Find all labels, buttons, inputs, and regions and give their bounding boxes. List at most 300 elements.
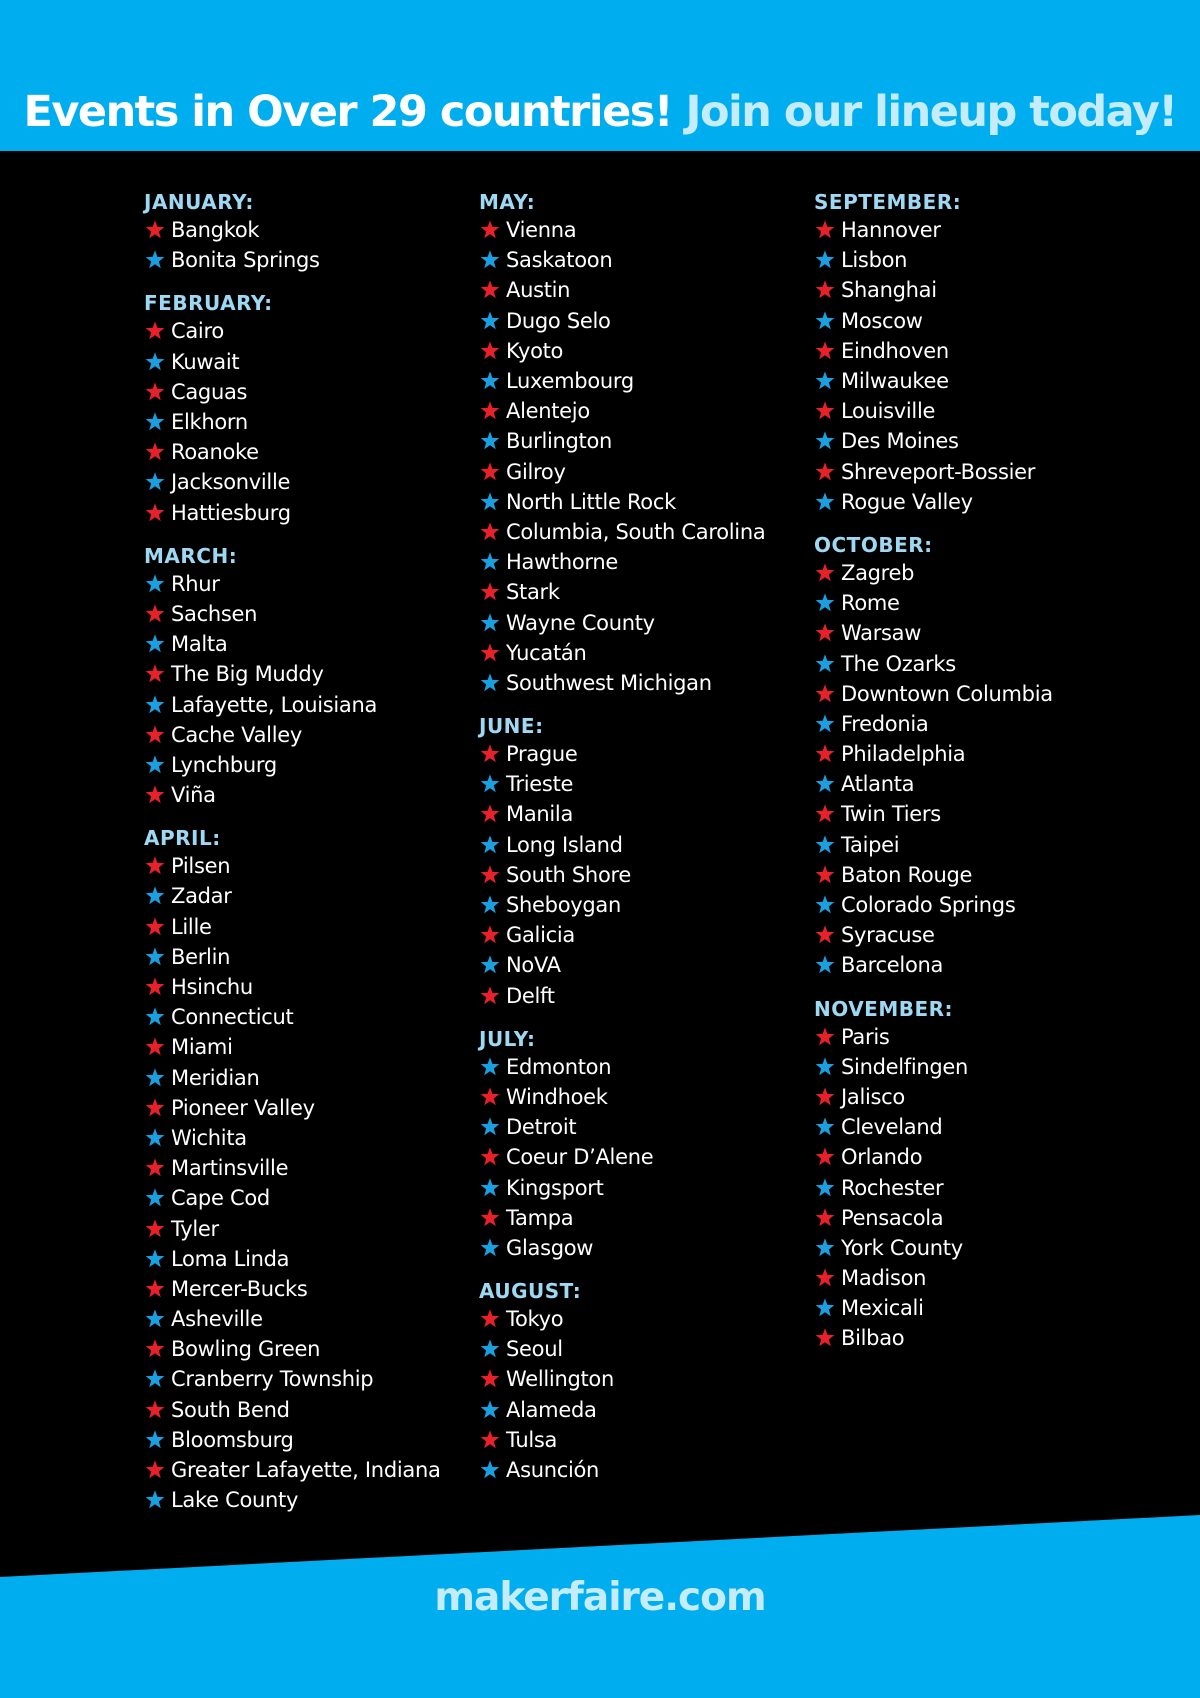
city-name: Atlanta [841,772,915,797]
red-star-icon [144,1097,166,1119]
city-name: York County [841,1235,963,1260]
city-item [814,950,1134,980]
city-name: Asunción [506,1458,600,1483]
city-item [144,912,464,942]
city-name: Berlin [171,944,231,969]
city-name: Edmonton [506,1054,612,1079]
month-label: JULY: [479,1026,536,1051]
city-item [479,739,799,769]
city-name: Galicia [506,923,575,948]
city-item [479,336,799,366]
headline-part3: Join our lineup today! [672,87,1177,137]
city-item [144,347,464,377]
city-name: The Ozarks [841,651,956,676]
red-star-icon [814,622,836,644]
blue-star-icon [479,370,501,392]
city-name: Madison [841,1266,927,1291]
blue-star-icon [479,773,501,795]
city-item [814,890,1134,920]
city-name: Alameda [506,1397,597,1422]
blue-star-icon [479,954,501,976]
red-star-icon [144,1036,166,1058]
red-star-icon [479,400,501,422]
city-item [814,769,1134,799]
city-name: Wayne County [506,610,655,635]
red-star-icon [814,400,836,422]
city-item [479,890,799,920]
city-item [144,1244,464,1274]
blue-star-icon [144,1368,166,1390]
city-name: Coeur D’Alene [506,1145,654,1170]
city-item [814,860,1134,890]
city-name: Loma Linda [171,1246,290,1271]
city-item [814,739,1134,769]
blue-star-icon [144,694,166,716]
city-name: Tyler [171,1216,219,1241]
city-name: Orlando [841,1145,923,1170]
city-item [144,245,464,275]
city-item [479,547,799,577]
city-item [479,1304,799,1334]
month-section [479,713,799,1011]
city-item [814,336,1134,366]
month-label: MAY: [479,190,536,214]
city-name: Shanghai [841,278,937,303]
city-name: NoVA [506,953,561,978]
month-section [814,189,1134,517]
city-name: Downtown Columbia [841,681,1053,706]
red-star-icon [144,855,166,877]
city-item [144,377,464,407]
city-item [479,215,799,245]
red-star-icon [814,743,836,765]
city-name: Wichita [171,1125,247,1150]
city-name: Pioneer Valley [171,1095,315,1120]
city-item [479,1203,799,1233]
blue-star-icon [144,1006,166,1028]
month-section [144,290,464,527]
city-name: Moscow [841,308,923,333]
blue-star-icon [814,1056,836,1078]
blue-star-icon [479,894,501,916]
city-item [479,245,799,275]
city-name: Rhur [171,571,220,596]
blue-star-icon [814,592,836,614]
city-name: Yucatán [506,640,587,665]
red-star-icon [144,916,166,938]
city-name: Twin Tiers [841,802,941,827]
blue-star-icon [814,1177,836,1199]
month-label: FEBRUARY: [144,291,273,316]
red-star-icon [479,743,501,765]
blue-star-icon [144,411,166,433]
city-name: Trieste [506,772,574,797]
red-star-icon [814,1207,836,1229]
city-name: Shreveport-Bossier [841,459,1036,484]
blue-star-icon [479,1056,501,1078]
city-name: Kuwait [171,349,240,374]
headline-bold: 29 countries [369,87,654,137]
month-label: SEPTEMBER: [814,190,962,214]
city-item [479,1082,799,1112]
city-item [479,1233,799,1263]
city-item [814,396,1134,426]
city-item [479,830,799,860]
city-item [479,668,799,698]
city-item [144,720,464,750]
city-name: Sachsen [171,601,258,626]
city-item [144,569,464,599]
blue-star-icon [814,653,836,675]
city-name: Colorado Springs [841,893,1016,918]
red-star-icon [814,924,836,946]
red-star-icon [479,1368,501,1390]
blue-star-icon [479,834,501,856]
blue-star-icon [479,1116,501,1138]
city-item [814,215,1134,245]
city-item [814,426,1134,456]
city-item [814,588,1134,618]
city-name: Sindelfingen [841,1054,969,1079]
city-name: Martinsville [171,1156,289,1181]
city-item [144,1334,464,1364]
city-item [479,396,799,426]
city-name: Jalisco [841,1084,905,1109]
city-name: Kingsport [506,1175,604,1200]
red-star-icon [144,1278,166,1300]
city-name: Bloomsburg [171,1427,294,1452]
city-item [479,306,799,336]
city-item [144,467,464,497]
city-item [144,1274,464,1304]
blue-star-icon [479,1459,501,1481]
month-column-2 [479,189,799,1500]
city-item [479,275,799,305]
red-star-icon [814,803,836,825]
city-item [479,1425,799,1455]
city-name: Elkhorn [171,410,248,435]
month-section [479,1026,799,1263]
city-name: Long Island [506,832,623,857]
city-name: Manila [506,802,574,827]
city-item [144,215,464,245]
city-item [144,972,464,1002]
city-name: Austin [506,278,571,303]
city-name: Meridian [171,1065,260,1090]
blue-star-icon [479,1399,501,1421]
blue-star-icon [479,551,501,573]
city-name: Cache Valley [171,722,303,747]
city-item [814,457,1134,487]
city-name: Sheboygan [506,893,621,918]
city-item [144,1425,464,1455]
city-name: Vienna [506,218,577,243]
city-item [814,306,1134,336]
city-name: Hattiesburg [171,500,291,525]
city-item [479,487,799,517]
headline [0,84,1200,140]
city-name: Pilsen [171,854,231,879]
month-label: APRIL: [144,826,221,851]
red-star-icon [144,1338,166,1360]
red-star-icon [479,1207,501,1229]
city-item [814,558,1134,588]
red-star-icon [144,502,166,524]
red-star-icon [144,1157,166,1179]
city-item [144,629,464,659]
city-name: Mexicali [841,1296,924,1321]
city-name: Seoul [506,1337,563,1362]
city-item [144,659,464,689]
blue-star-icon [479,672,501,694]
city-name: Rogue Valley [841,489,973,514]
blue-star-icon [144,633,166,655]
city-name: Wellington [506,1367,614,1392]
red-star-icon [144,381,166,403]
red-star-icon [479,803,501,825]
city-item [479,517,799,547]
city-item [479,426,799,456]
blue-star-icon [144,754,166,776]
city-item [479,577,799,607]
city-name: Caguas [171,379,248,404]
city-name: Lille [171,914,212,939]
blue-star-icon [814,713,836,735]
city-item [144,851,464,881]
red-star-icon [479,985,501,1007]
city-item [144,1183,464,1213]
city-name: Rochester [841,1175,944,1200]
blue-star-icon [814,430,836,452]
blue-star-icon [814,310,836,332]
city-item [814,1203,1134,1233]
blue-star-icon [814,1116,836,1138]
city-item [144,881,464,911]
city-item [144,1395,464,1425]
city-name: South Shore [506,862,631,887]
city-name: Malta [171,632,228,657]
city-name: Southwest Michigan [506,670,712,695]
city-name: Burlington [506,429,613,454]
month-column-1 [144,189,464,1530]
city-name: Cleveland [841,1115,943,1140]
blue-star-icon [814,954,836,976]
city-item [144,1304,464,1334]
red-star-icon [479,1308,501,1330]
red-star-icon [814,562,836,584]
footer-url-link[interactable]: makerfaire.com [434,1575,766,1620]
city-name: Bonita Springs [171,248,320,273]
city-item [144,1153,464,1183]
city-item [814,920,1134,950]
city-name: Cairo [171,319,224,344]
blue-star-icon [144,1308,166,1330]
city-name: Zagreb [841,560,915,585]
red-star-icon [144,1459,166,1481]
red-star-icon [479,864,501,886]
blue-star-icon [479,1338,501,1360]
blue-star-icon [479,1177,501,1199]
blue-star-icon [144,1187,166,1209]
red-star-icon [814,219,836,241]
city-name: Lynchburg [171,752,277,777]
city-name: Hawthorne [506,550,619,575]
city-name: Gilroy [506,459,566,484]
city-item [479,1142,799,1172]
city-item [144,1485,464,1515]
red-star-icon [814,279,836,301]
city-item [144,498,464,528]
month-label: OCTOBER: [814,532,933,557]
red-star-icon [144,724,166,746]
city-name: Milwaukee [841,369,949,394]
red-star-icon [144,441,166,463]
city-item [479,920,799,950]
red-star-icon [479,461,501,483]
red-star-icon [479,219,501,241]
blue-star-icon [814,1297,836,1319]
city-name: Bowling Green [171,1337,321,1362]
city-item [479,769,799,799]
blue-star-icon [144,946,166,968]
city-item [144,1455,464,1485]
city-item [479,1112,799,1142]
city-name: Hsinchu [171,975,253,1000]
city-name: Rome [841,591,900,616]
city-item [814,275,1134,305]
city-name: Zadar [171,884,232,909]
month-section [144,543,464,811]
red-star-icon [814,1267,836,1289]
city-name: Dugo Selo [506,308,611,333]
city-name: Viña [171,783,216,808]
month-section [479,189,799,698]
blue-star-icon [479,1237,501,1259]
month-label: MARCH: [144,543,238,568]
city-name: Syracuse [841,923,935,948]
city-item [144,1002,464,1032]
city-item [479,981,799,1011]
city-name: Lafayette, Louisiana [171,692,378,717]
city-item [144,599,464,629]
city-name: Warsaw [841,621,922,646]
blue-star-icon [814,370,836,392]
red-star-icon [479,642,501,664]
city-name: Delft [506,983,555,1008]
red-star-icon [479,279,501,301]
city-item [479,860,799,890]
city-name: Detroit [506,1115,577,1140]
blue-star-icon [144,885,166,907]
month-label: NOVEMBER: [814,996,954,1021]
city-item [814,1112,1134,1142]
city-item [814,1263,1134,1293]
city-name: Connecticut [171,1005,294,1030]
city-item [144,750,464,780]
city-name: Prague [506,742,578,767]
city-item [479,638,799,668]
city-item [479,1395,799,1425]
city-item [814,1082,1134,1112]
red-star-icon [144,976,166,998]
month-section [144,825,464,1515]
red-star-icon [814,864,836,886]
red-star-icon [144,1218,166,1240]
red-star-icon [479,1086,501,1108]
city-name: Windhoek [506,1084,608,1109]
red-star-icon [814,1146,836,1168]
city-item [814,1022,1134,1052]
red-star-icon [144,784,166,806]
city-name: Saskatoon [506,248,613,273]
city-name: Tokyo [506,1307,564,1332]
city-item [144,780,464,810]
red-star-icon [814,1327,836,1349]
blue-star-icon [479,491,501,513]
city-name: Fredonia [841,711,929,736]
city-name: Luxembourg [506,369,634,394]
red-star-icon [144,603,166,625]
city-item [814,366,1134,396]
red-star-icon [479,340,501,362]
city-item [479,457,799,487]
city-item [814,1323,1134,1353]
city-item [479,1334,799,1364]
city-item [814,799,1134,829]
city-name: Glasgow [506,1235,594,1260]
city-item [144,316,464,346]
blue-star-icon [144,471,166,493]
city-name: Bangkok [171,218,260,243]
red-star-icon [144,663,166,685]
blue-star-icon [814,491,836,513]
city-item [814,1233,1134,1263]
city-name: The Big Muddy [171,662,324,687]
blue-star-icon [144,1248,166,1270]
red-star-icon [814,461,836,483]
city-item [814,245,1134,275]
city-item [479,1172,799,1202]
city-name: Stark [506,580,560,605]
month-section [144,189,464,275]
city-item [144,437,464,467]
city-item [814,648,1134,678]
red-star-icon [144,219,166,241]
city-item [814,830,1134,860]
city-name: Asheville [171,1307,263,1332]
city-name: Roanoke [171,440,259,465]
city-item [814,487,1134,517]
red-star-icon [814,340,836,362]
city-name: Philadelphia [841,742,966,767]
city-name: Cranberry Township [171,1367,374,1392]
blue-star-icon [814,773,836,795]
city-item [479,366,799,396]
city-name: Hannover [841,218,941,243]
blue-star-icon [479,430,501,452]
month-column-3 [814,189,1134,1369]
city-item [144,407,464,437]
blue-star-icon [814,249,836,271]
city-name: Louisville [841,399,936,424]
month-section [814,532,1134,981]
city-item [814,1052,1134,1082]
city-name: Taipei [841,832,900,857]
city-item [144,942,464,972]
city-item [144,1213,464,1243]
month-label: JUNE: [479,714,544,738]
city-name: Jacksonville [171,470,291,495]
